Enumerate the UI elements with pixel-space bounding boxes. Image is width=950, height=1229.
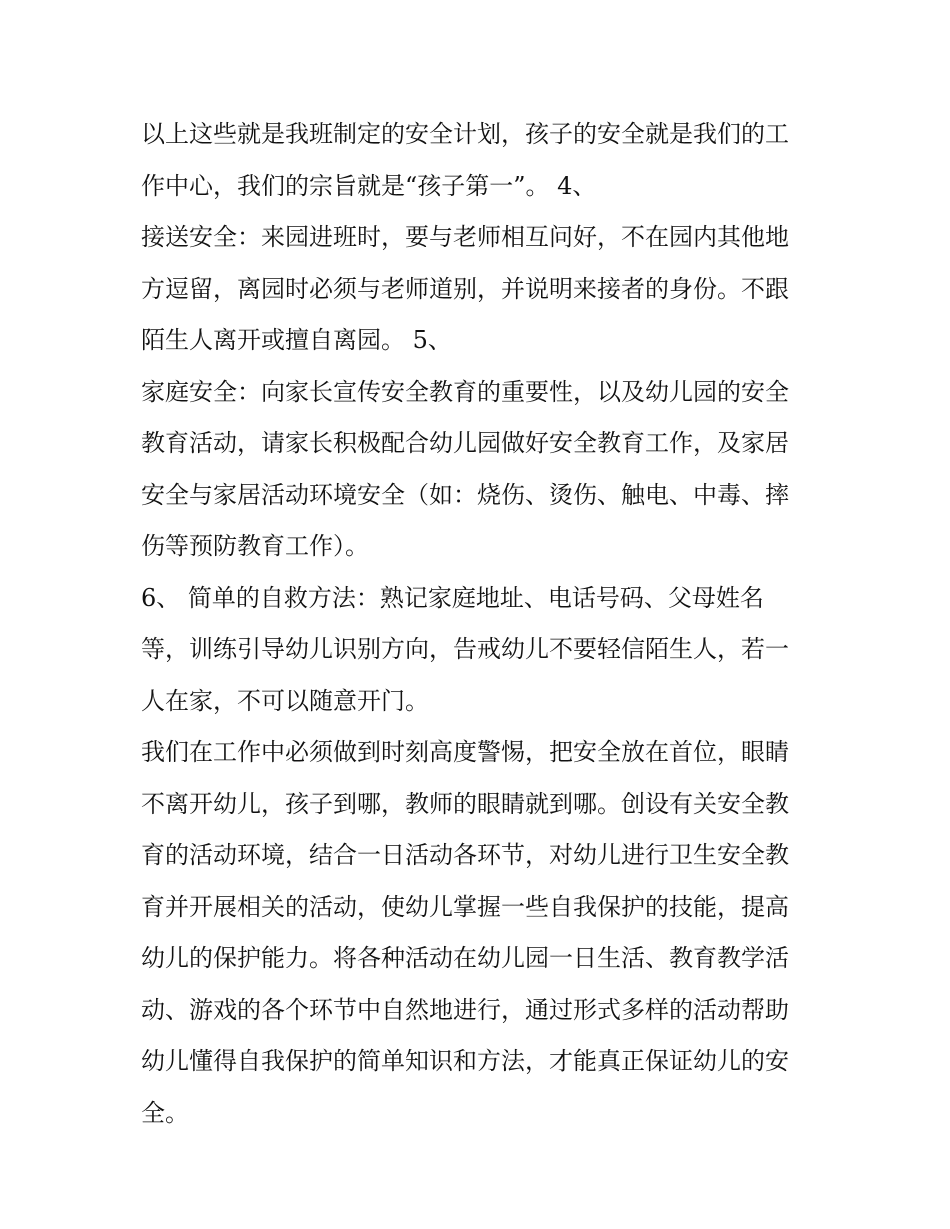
text-line: 育的活动环境，结合一日活动各环节，对幼儿进行卫生安全教 [141, 841, 789, 869]
text-line: 作中心，我们的宗旨就是“孩子第一”。 4、 [141, 171, 597, 200]
text-line: 人在家，不可以随意开门。 [141, 686, 429, 715]
text-line: 动、游戏的各个环节中自然地进行，通过形式多样的活动帮助 [141, 995, 789, 1024]
text-line: 以上这些就是我班制定的安全计划，孩子的安全就是我们的工 [141, 120, 789, 148]
document-body [141, 109, 821, 1139]
text-line: 方逗留，离园时必须与老师道别，并说明来接者的身份。不跟 [141, 274, 789, 303]
text-line: 不离开幼儿，孩子到哪，教师的眼睛就到哪。创设有关安全教 [141, 789, 789, 818]
text-line: 陌生人离开或擅自离园。 5、 [141, 326, 452, 354]
text-line: 育并开展相关的活动，使幼儿掌握一些自我保护的技能，提高 [141, 892, 789, 921]
text-line: 6、 简单的自救方法：熟记家庭地址、电话号码、父母姓名 [141, 583, 764, 612]
text-line: 全。 [141, 1098, 189, 1127]
text-line: 等，训练引导幼儿识别方向，告戒幼儿不要轻信陌生人，若一 [141, 635, 789, 663]
text-line: 幼儿的保护能力。将各种活动在幼儿园一日生活、教育教学活 [141, 944, 789, 972]
text-line: 幼儿懂得自我保护的简单知识和方法，才能真正保证幼儿的安 [141, 1047, 789, 1075]
text-line: 伤等预防教育工作）。 [141, 532, 369, 560]
text-line: 家庭安全：向家长宣传安全教育的重要性，以及幼儿园的安全 [141, 377, 789, 406]
text-line: 接送安全：来园进班时，要与老师相互问好，不在园内其他地 [141, 223, 789, 251]
text-line: 我们在工作中必须做到时刻高度警惕，把安全放在首位，眼睛 [141, 738, 789, 766]
text-line: 教育活动，请家长积极配合幼儿园做好安全教育工作，及家居 [141, 429, 789, 457]
text-line: 安全与家居活动环境安全（如：烧伤、烫伤、触电、中毒、摔 [141, 480, 789, 509]
